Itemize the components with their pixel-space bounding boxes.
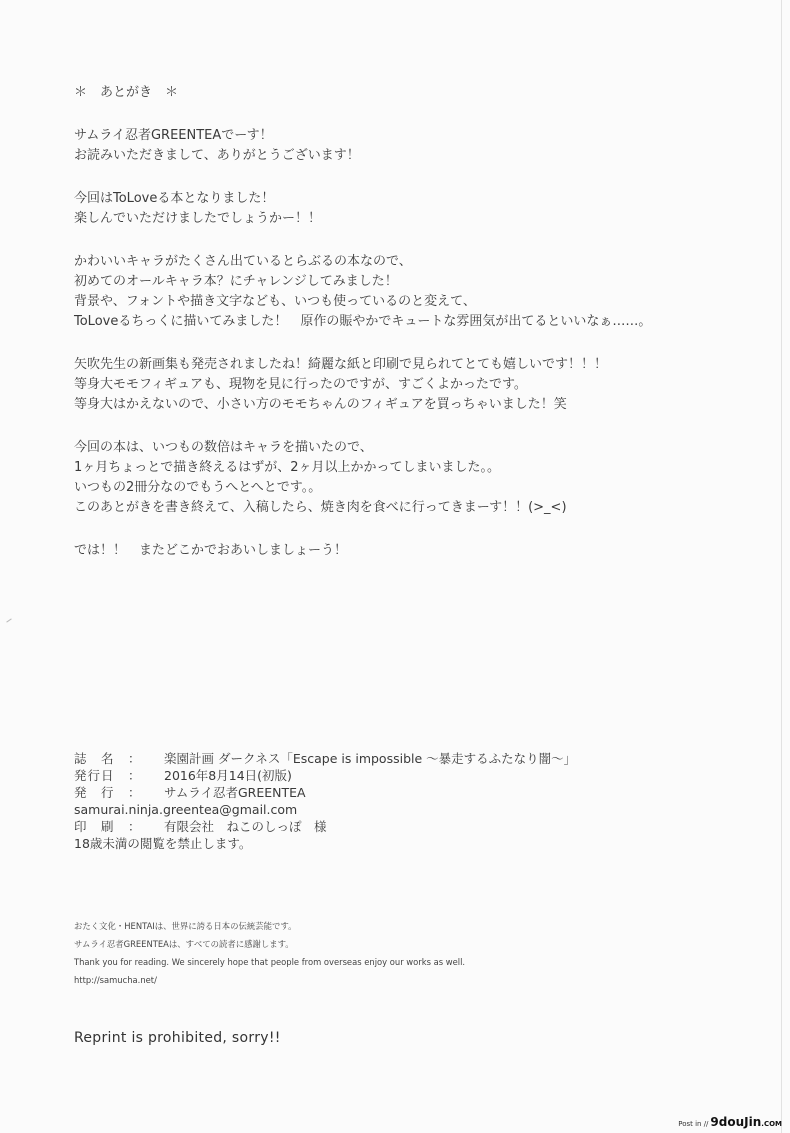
colophon-title-value: 楽園計画 ダークネス「Escape is impossible ～暴走するふたなり闇～」	[164, 751, 577, 766]
afterword-line: かわいいキャラがたくさん出ているとらぶるの本なので、	[74, 254, 412, 269]
afterword-line: お読みいただきまして、ありがとうございます！	[74, 148, 360, 163]
colophon-printer-value: 有限会社 ねこのしっぽ 様	[164, 819, 327, 834]
colophon-publisher-label: 発 行 ：	[74, 785, 142, 800]
footer-note-line: おたく文化・HENTAIは、世界に誇る日本の伝統芸能です。	[74, 921, 297, 931]
colophon-date-row	[74, 767, 694, 784]
afterword-line: 初めてのオールキャラ本？にチャレンジしてみました！	[74, 274, 398, 289]
afterword-line: 等身大はかえないので、小さい方のモモちゃんのフィギュアを買っちゃいました！笑	[74, 397, 567, 412]
watermark-prefix: Post in //	[678, 1120, 709, 1128]
colophon-date-label: 発行日 ：	[74, 768, 142, 783]
afterword-paragraph	[74, 541, 734, 561]
colophon-age-row	[74, 835, 694, 852]
colophon-title-row	[74, 750, 694, 767]
reprint-notice: Reprint is prohibited, sorry!!	[74, 1030, 281, 1046]
afterword-line: いつもの2冊分なのでもうへとへとです。。	[74, 480, 322, 495]
afterword-line: では！！ またどこかでおあいしましょーう！	[74, 543, 348, 558]
watermark-logo: 9douJin	[710, 1115, 762, 1129]
site-watermark	[678, 1115, 782, 1129]
colophon-date-value: 2016年8月14日(初版)	[164, 768, 292, 783]
afterword-paragraph	[74, 126, 734, 166]
footer-url: http://samucha.net/	[74, 975, 157, 985]
colophon-printer-label: 印 刷 ：	[74, 819, 142, 834]
scan-mark	[6, 618, 11, 622]
afterword-line: このあとがきを書き終えて、入稿したら、焼き肉を食べに行ってきまーす！！(>_<)	[74, 500, 567, 515]
afterword-line: サムライ忍者GREENTEAでーす！	[74, 128, 273, 143]
afterword-line: 等身大モモフィギュアも、現物を見に行ったのですが、すごくよかったです。	[74, 377, 527, 392]
age-notice: 18歳未満の閲覧を禁止します。	[74, 836, 252, 851]
afterword-line: ToLoveるちっくに描いてみました！ 原作の賑やかでキュートな雰囲気が出てるといいなぁ……。	[74, 314, 652, 329]
watermark-suffix: .COM	[761, 1120, 782, 1128]
footer-note-line: Thank you for reading. We sincerely hope that people from overseas enjoy our works as well.	[74, 957, 466, 967]
afterword-paragraph	[74, 189, 734, 229]
afterword-section	[74, 83, 734, 561]
colophon-email: samurai.ninja.greentea@gmail.com	[74, 802, 298, 817]
afterword-line: 1ヶ月ちょっとで描き終えるはずが、2ヶ月以上かかってしまいました。。	[74, 460, 501, 475]
footer-notes	[74, 917, 634, 989]
afterword-line: 楽しんでいただけましたでしょうかー！！	[74, 211, 322, 226]
afterword-line: 今回の本は、いつもの数倍はキャラを描いたので、	[74, 440, 373, 455]
afterword-heading: ＊ あとがき ＊	[74, 85, 179, 100]
afterword-paragraph	[74, 438, 734, 518]
colophon-publisher-value: サムライ忍者GREENTEA	[164, 785, 306, 800]
afterword-line: 矢吹先生の新画集も発売されましたね！綺麗な紙と印刷で見られてとても嬉しいです！！！	[74, 357, 608, 372]
afterword-line: 背景や、フォントや描き文字なども、いつも使っているのと変えて、	[74, 294, 476, 309]
colophon-email-row	[74, 801, 694, 818]
footer-note-line: サムライ忍者GREENTEAは、すべての読者に感謝します。	[74, 939, 294, 949]
afterword-paragraph	[74, 252, 734, 332]
afterword-paragraph	[74, 355, 734, 415]
afterword-line: 今回はToLoveる本となりました！	[74, 191, 275, 206]
colophon-publisher-row	[74, 784, 694, 801]
page-edge-line	[781, 0, 782, 1133]
colophon-title-label: 誌 名 ：	[74, 751, 142, 766]
colophon-printer-row	[74, 818, 694, 835]
colophon	[74, 750, 694, 852]
